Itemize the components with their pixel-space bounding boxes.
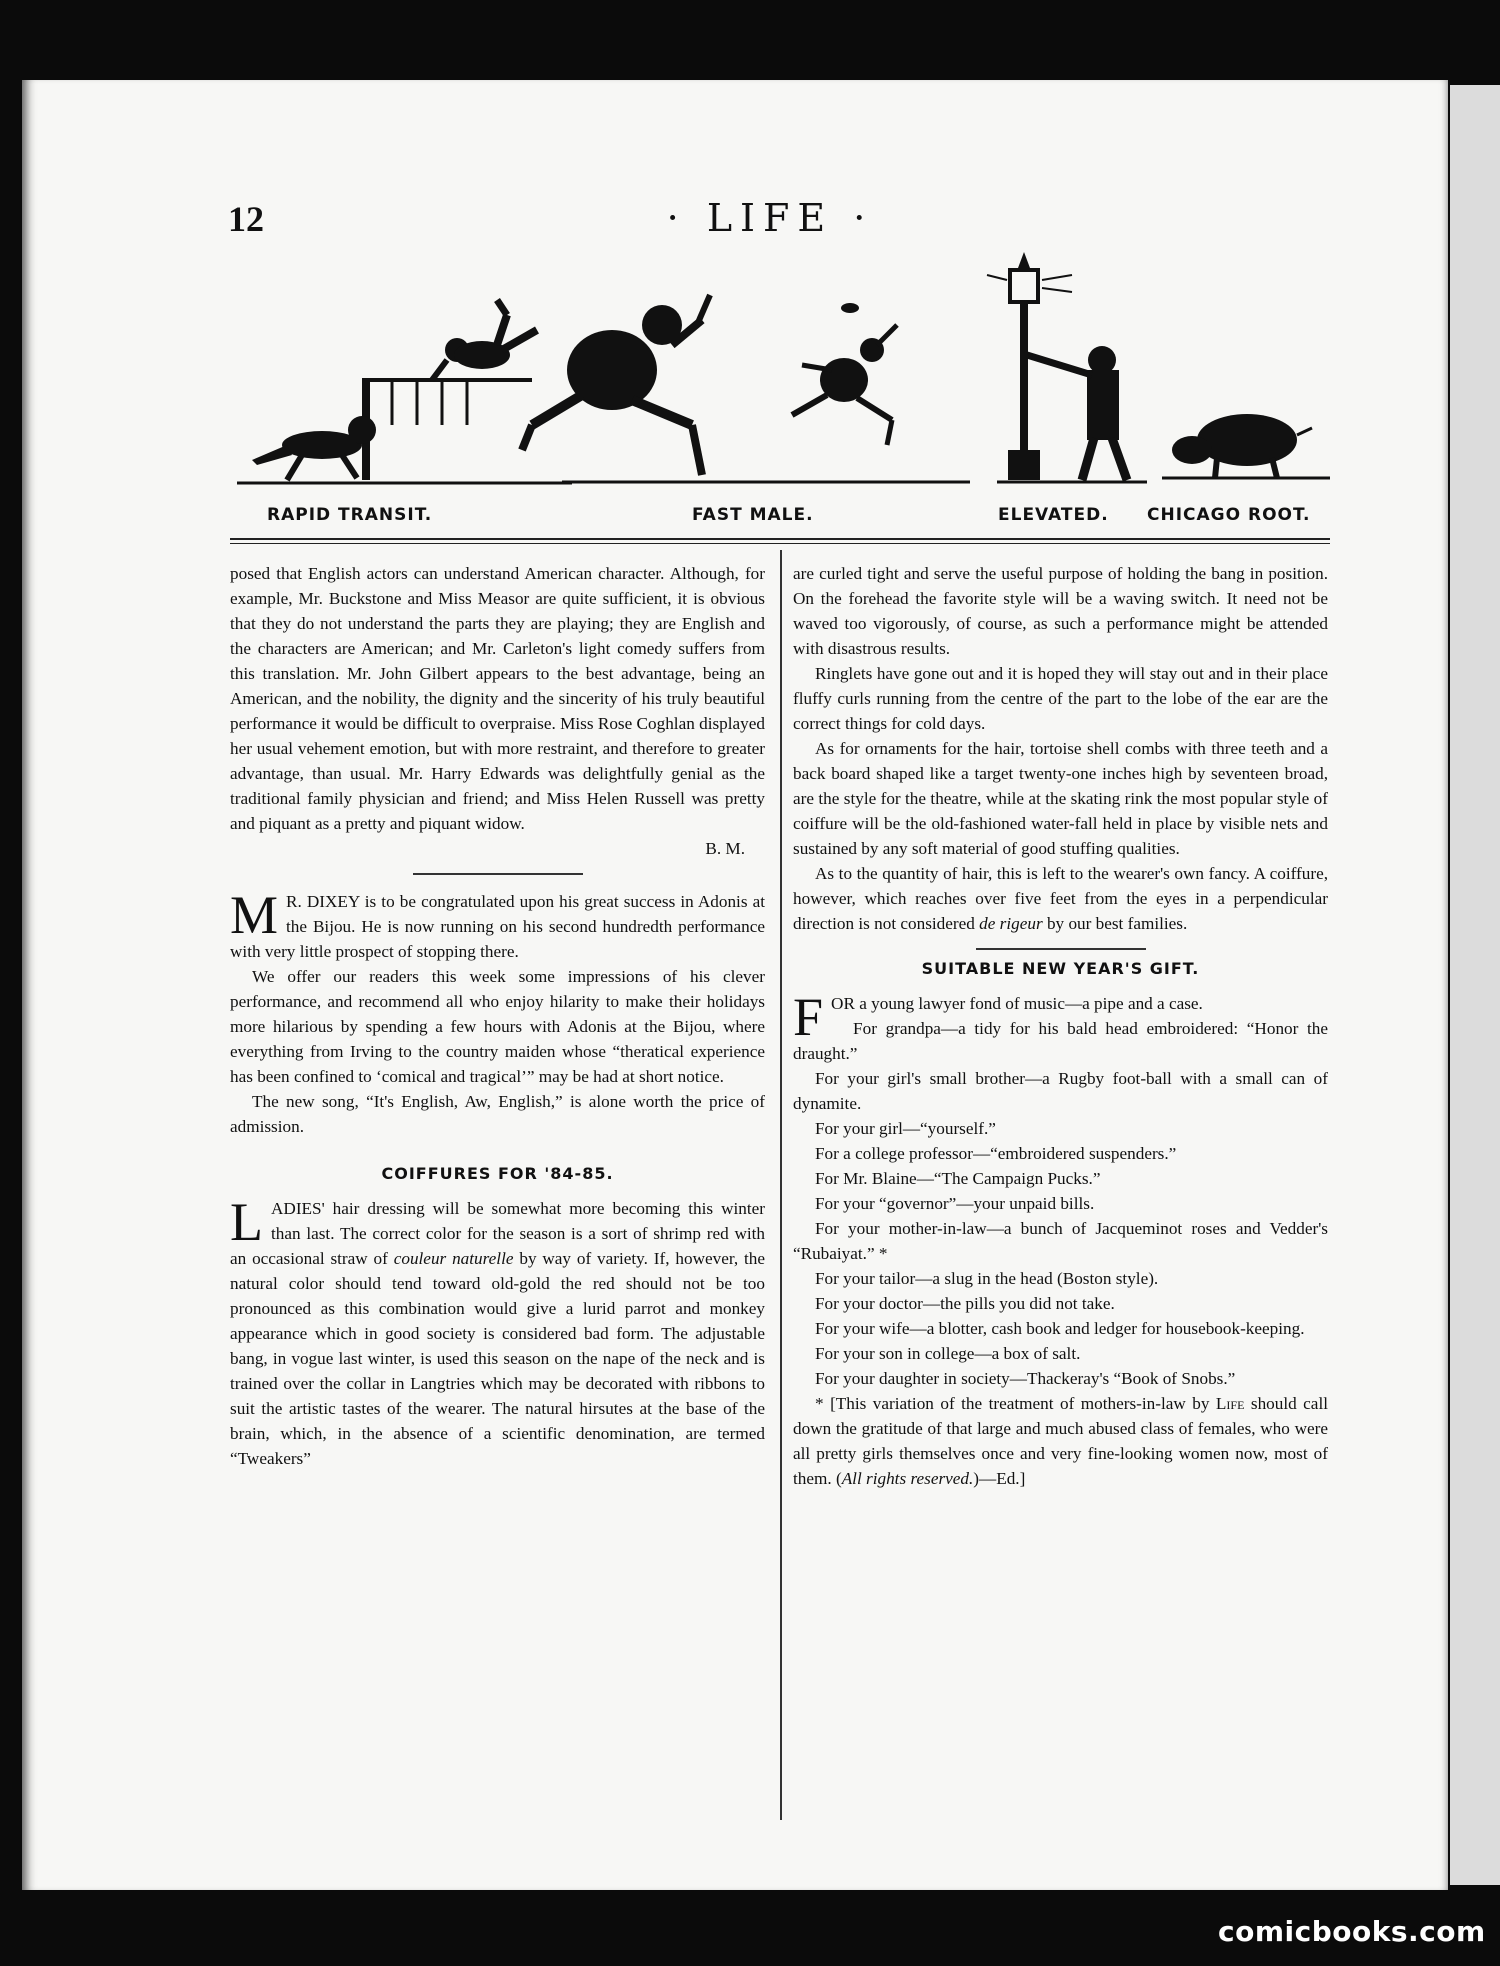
top-rule-thin [230,543,1330,544]
quantity-paragraph [793,861,1328,936]
gift-item: For your daughter in society—Thackeray's “Book of Snobs.” [815,1369,1236,1388]
coiffures-heading: COIFFURES FOR '84-85. [381,1164,614,1183]
drop-cap: F [793,987,824,1047]
footnote-life: Life [1215,1394,1245,1413]
gift-item: For your son in college—a box of salt. [815,1344,1081,1363]
left-column [230,561,765,1471]
gift-item: For your mother-in-law—a bunch of Jacqueminot roses and Vedder's “Rubaiyat.” * [793,1219,1328,1263]
gift-heading: SUITABLE NEW YEAR'S GIFT. [921,959,1200,978]
footnote-text-a: * [This variation of the treatment of mothers-in-law by [815,1394,1216,1413]
ringlets-paragraph: Ringlets have gone out and it is hoped they will stay out and in their place fluffy curls running from the centre of the part to the lobe of the ear are the correct things for cold days. [793,664,1328,733]
pig-rooting-icon [1172,414,1312,478]
running-man-icon [522,295,710,475]
gift-item: For your girl—“yourself.” [815,1119,996,1138]
right-column [793,561,1328,1491]
running-boy-icon [792,303,897,445]
coiffures-continued: are curled tight and serve the useful purpose of holding the bang in position. On the forehead the favorite style will be a waving switch. It need not be waved too vigorously, of course, as such a performance might be attended with disastrous results. [793,564,1328,658]
coiffures-italic: couleur naturelle [393,1249,514,1268]
dixey-paragraph-3: The new song, “It's English, Aw, English,” is alone worth the price of admission. [230,1092,765,1136]
drop-cap: L [230,1192,263,1252]
adjacent-page-edge [1450,85,1500,1885]
caption-elevated: ELEVATED. [998,505,1109,525]
quantity-text-b: by our best families. [1042,914,1188,933]
masthead: · LIFE · [666,196,874,240]
section-separator [976,948,1146,950]
caption-rapid-transit: RAPID TRANSIT. [267,505,433,525]
illustration-strip [232,250,1330,490]
watermark: comicbooks.com [1218,1915,1486,1948]
top-rule [230,538,1330,540]
gift-item: For your doctor—the pills you did not take. [815,1294,1115,1313]
dixey-paragraph-2: We offer our readers this week some impressions of his clever performance, and recommend all who enjoy hilarity to make their holidays more hilarious by spending a few hours with Adonis at the Bijou, where everything from Irving to the country maiden whose “theratical experience has been confined to ‘comical and tragical’” may be had at short notice. [230,967,765,1086]
section-separator [413,873,583,875]
gift-item: For Mr. Blaine—“The Campaign Pucks.” [815,1169,1101,1188]
caption-fast-male: FAST MALE. [692,505,814,525]
review-paragraph: posed that English actors can understand American character. Although, for example, Mr. Buckstone and Miss Measor are quite sufficient, it is obvious that they do not understand the parts they are playing; they are English and the characters are American; and Mr. Carleton's light comedy suffers from this translation. Mr. John Gilbert appears to the best advantage, being an American, and the nobility, the dignity and the sincerity of his truly beautiful performance it would be difficult to overpraise. Miss Rose Coghlan displayed her usual vehement emotion, but with more restraint, and therefore to greater advantage, than usual. Mr. Harry Edwards was delightfully genial as the traditional family physician and friend; and Miss Helen Russell was pretty and piquant as a pretty and piquant widow. [230,564,765,833]
dixey-text: R. DIXEY is to be congratulated upon his great success in Adonis at the Bijou. He is now running on his second hundredth performance with very little prospect of stopping there. [230,892,765,961]
gift-item: For your “governor”—your unpaid bills. [815,1194,1095,1213]
gift-item: For your wife—a blotter, cash book and ledger for housebook-keeping. [815,1319,1305,1338]
quantity-text-a: As to the quantity of hair, this is left to the wearer's own fancy. A coiffure, however, which reaches over five feet from the eyes in a perpendicular direction is not considered [793,864,1328,933]
quantity-italic: de rigeur [979,914,1043,933]
dixey-paragraph [230,885,765,964]
footnote [793,1391,1328,1491]
gift-item: For your tailor—a slug in the head (Boston style). [815,1269,1159,1288]
column-divider [780,550,782,1820]
coiffures-paragraph [230,1192,766,1471]
gift-item: For your girl's small brother—a Rugby foot-ball with a small can of dynamite. [793,1069,1328,1113]
ornaments-paragraph: As for ornaments for the hair, tortoise shell combs with three teeth and a back board shaped like a target twenty-one inches high by seventeen broad, are the style for the theatre, while at the skating rink the most popular style of coiffure will be the old-fashioned water-fall held in place by visible nets and sustained by any soft material of good stuffing qualities. [793,739,1328,858]
footnote-text-c: )—Ed.] [973,1469,1026,1488]
drop-cap: M [230,885,279,945]
coiffures-text-b: by way of variety. If, however, the natural color should tend toward old-gold the red should not be too pronounced as this combination would give a lurid parrot and monkey appearance which in good society is considered bad form. The adjustable bang, in vogue last winter, is used this season on the nape of the neck and is trained over the collar in Langtries which may be decorated with ribbons to suit the artistic tastes of the wearer. The natural hirsutes at the base of the brain, which, in the absence of a scientific denomination, are termed “Tweakers” [230,1249,766,1468]
page-number: 12 [228,199,264,239]
gift-list [793,1016,1328,1391]
coiffures-text-a: ADIES' hair dressing will be somewhat more becoming this winter than last. The correct color for the season is a sort of shrimp red with an occasional straw of [230,1199,765,1268]
caption-chicago-root: CHICAGO ROOT. [1147,505,1311,525]
dog-chasing-jumper-icon [252,300,537,480]
signature: B. M. [705,839,745,858]
footnote-text-b: should call down the gratitude of that large and much abused class of females, who were all pretty girls themselves once and very fine-looking women now, most of them. ( [793,1394,1328,1488]
gift-item: For a college professor—“embroidered suspenders.” [815,1144,1177,1163]
drunk-man-lamppost-icon [987,252,1127,480]
gift-first-text: OR a young lawyer fond of music—a pipe and a case. [831,994,1203,1013]
footnote-italic: All rights reserved. [841,1469,974,1488]
gift-item: For grandpa—a tidy for his bald head embroidered: “Honor the draught.” [793,1019,1328,1063]
